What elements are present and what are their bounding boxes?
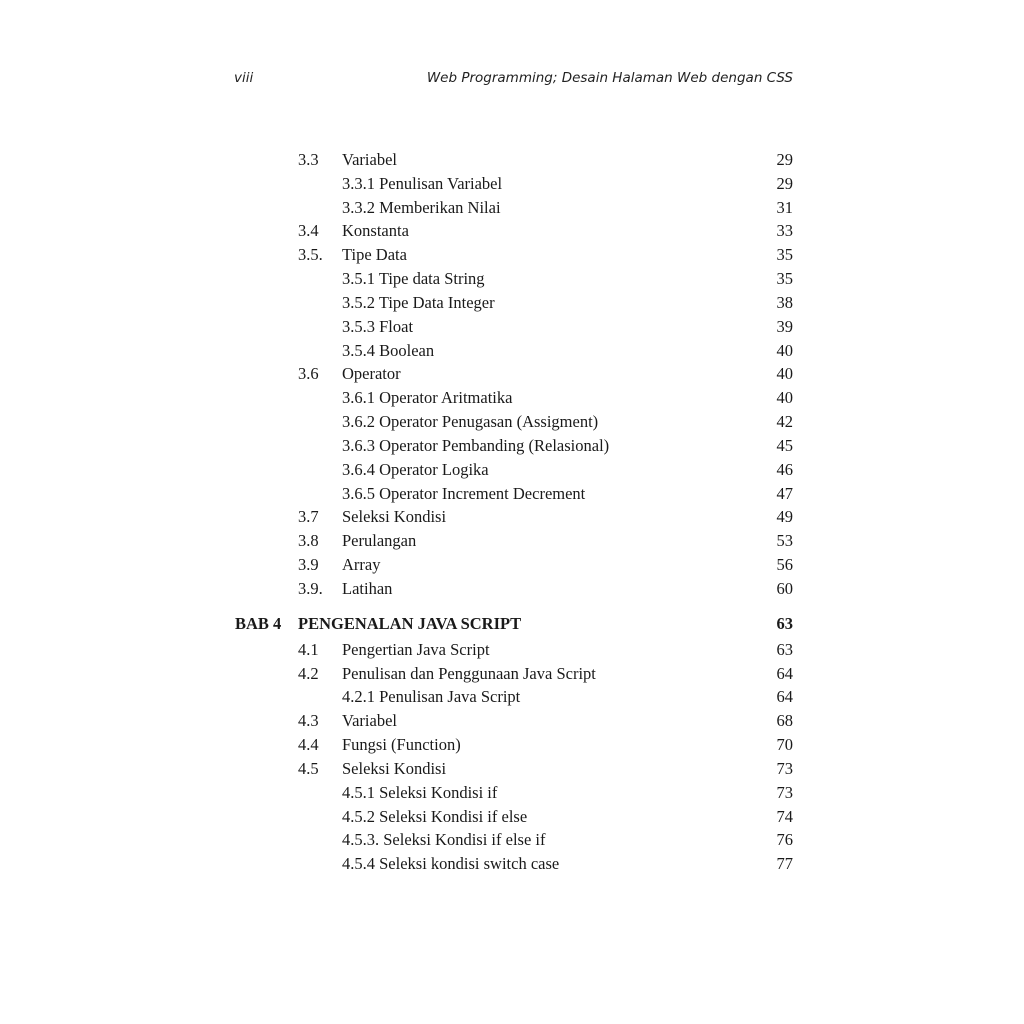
toc-entry-title: Pengertian Java Script — [342, 639, 490, 659]
toc-entry-num: 3.9. — [298, 578, 323, 598]
toc-entry-title: Operator — [342, 364, 401, 384]
toc-entry-page: 63 — [776, 613, 793, 633]
toc-entry — [0, 828, 1024, 852]
toc-entry-page: 56 — [776, 555, 793, 575]
toc-entry — [0, 267, 1024, 291]
toc-entry-title: 4.5.2 Seleksi Kondisi if else — [342, 806, 528, 826]
toc-entry-num: 4.3 — [298, 711, 319, 731]
table-of-contents — [0, 148, 1024, 876]
toc-entry — [0, 172, 1024, 196]
toc-entry — [0, 482, 1024, 506]
toc-entry — [0, 386, 1024, 410]
toc-entry-num: 3.5. — [298, 245, 323, 265]
toc-entry-page: 40 — [776, 364, 793, 384]
toc-entry-page: 35 — [776, 245, 793, 265]
toc-entry-page: 39 — [776, 316, 793, 336]
toc-entry-page: 35 — [776, 269, 793, 289]
toc-entry — [0, 458, 1024, 482]
toc-entry — [0, 805, 1024, 829]
toc-entry-title: 3.5.2 Tipe Data Integer — [342, 292, 495, 312]
toc-entry — [0, 291, 1024, 315]
toc-entry-page: 49 — [776, 507, 793, 527]
toc-entry-title: PENGENALAN JAVA SCRIPT — [298, 613, 522, 633]
toc-entry — [0, 638, 1024, 662]
toc-entry-title: Konstanta — [342, 221, 409, 241]
toc-entry-num: 3.3 — [298, 150, 319, 169]
toc-entry-title: 3.6.1 Operator Aritmatika — [342, 388, 513, 408]
toc-entry — [0, 757, 1024, 781]
toc-entry-num: 4.1 — [298, 639, 319, 659]
toc-entry-num: BAB 4 — [235, 613, 282, 633]
toc-entry-page: 74 — [776, 806, 793, 826]
running-header-title: Web Programming; Desain Halaman Web dengan CSS — [426, 70, 793, 86]
toc-entry — [0, 362, 1024, 386]
toc-entry-page: 47 — [776, 483, 793, 503]
toc-entry — [0, 577, 1024, 601]
toc-entry — [0, 781, 1024, 805]
toc-entry — [0, 852, 1024, 876]
toc-entry-page: 77 — [776, 854, 793, 874]
toc-entry-page: 31 — [776, 197, 793, 217]
toc-entry-title: 4.5.3. Seleksi Kondisi if else if — [342, 830, 546, 850]
toc-entry-num: 3.9 — [298, 555, 319, 575]
toc-entry-title: 3.5.1 Tipe data String — [342, 269, 485, 289]
toc-entry-num: 3.7 — [298, 507, 319, 527]
toc-entry — [0, 339, 1024, 363]
toc-entry-num: 3.4 — [298, 221, 319, 241]
toc-entry — [0, 196, 1024, 220]
toc-entry-num: 4.2 — [298, 663, 319, 683]
toc-entry-num: 3.6 — [298, 364, 319, 384]
toc-entry-num: 4.4 — [298, 735, 319, 755]
toc-entry-page: 60 — [776, 578, 793, 598]
toc-entry-title: 3.6.5 Operator Increment Decrement — [342, 483, 586, 503]
toc-entry-page: 64 — [776, 687, 793, 707]
toc-entry-page: 29 — [776, 173, 793, 193]
toc-entry — [0, 685, 1024, 709]
toc-entry-title: Fungsi (Function) — [342, 735, 461, 755]
toc-entry-page: 73 — [776, 758, 793, 778]
toc-entry-page: 40 — [776, 388, 793, 408]
toc-entry-page: 73 — [776, 782, 793, 802]
toc-entry-title: Perulangan — [342, 531, 417, 551]
toc-entry-title: 4.5.4 Seleksi kondisi switch case — [342, 854, 560, 874]
toc-entry-title: 3.6.4 Operator Logika — [342, 459, 489, 479]
toc-entry-page: 45 — [776, 435, 793, 455]
toc-entry-num: 4.5 — [298, 758, 319, 778]
toc-entry-title: 3.3.1 Penulisan Variabel — [342, 173, 503, 193]
toc-entry — [0, 733, 1024, 757]
page-number: viii — [234, 70, 254, 86]
toc-entry-page: 64 — [776, 663, 793, 683]
toc-entry-title: Tipe Data — [342, 245, 407, 265]
toc-entry — [0, 434, 1024, 458]
toc-entry — [0, 315, 1024, 339]
toc-entry-page: 40 — [776, 340, 793, 360]
toc-entry-page: 33 — [776, 221, 793, 241]
toc-entry — [0, 662, 1024, 686]
toc-entry-page: 68 — [776, 711, 793, 731]
toc-entry-num: 3.8 — [298, 531, 319, 551]
toc-entry-title: Seleksi Kondisi — [342, 507, 447, 527]
toc-entry-page: 70 — [776, 735, 793, 755]
toc-entry-page: 42 — [776, 412, 793, 432]
toc-entry — [0, 219, 1024, 243]
toc-chapter-entry — [0, 610, 1024, 638]
toc-entry-page: 38 — [776, 292, 793, 312]
toc-entry-title: 3.6.2 Operator Penugasan (Assigment) — [342, 412, 599, 432]
toc-entry-title: 3.3.2 Memberikan Nilai — [342, 197, 501, 217]
toc-entry — [0, 243, 1024, 267]
toc-entry-title: Latihan — [342, 578, 393, 598]
toc-entry-title: 4.5.1 Seleksi Kondisi if — [342, 782, 498, 802]
toc-entry-title: 4.2.1 Penulisan Java Script — [342, 687, 521, 707]
toc-entry-title: Variabel — [342, 150, 397, 169]
toc-entry-page: 63 — [776, 639, 793, 659]
toc-entry — [0, 709, 1024, 733]
toc-entry-page: 46 — [776, 459, 793, 479]
toc-entry — [0, 505, 1024, 529]
toc-entry-title: Penulisan dan Penggunaan Java Script — [342, 663, 596, 683]
toc-entry-title: Seleksi Kondisi — [342, 758, 447, 778]
toc-entry-title: Array — [342, 555, 381, 575]
toc-entry — [0, 148, 1024, 172]
toc-entry-title: 3.6.3 Operator Pembanding (Relasional) — [342, 435, 610, 455]
toc-entry-title: 3.5.3 Float — [342, 316, 414, 336]
toc-entry-title: Variabel — [342, 711, 397, 731]
toc-entry-page: 53 — [776, 531, 793, 551]
toc-entry-page: 29 — [776, 150, 793, 169]
toc-entry — [0, 410, 1024, 434]
toc-entry-title: 3.5.4 Boolean — [342, 340, 435, 360]
toc-entry — [0, 553, 1024, 577]
toc-entry — [0, 529, 1024, 553]
toc-entry-page: 76 — [776, 830, 793, 850]
